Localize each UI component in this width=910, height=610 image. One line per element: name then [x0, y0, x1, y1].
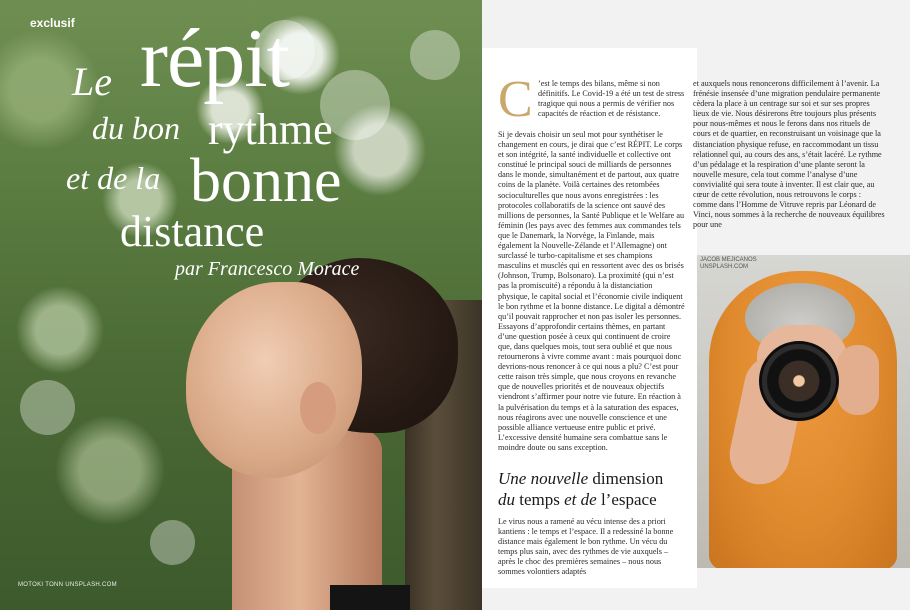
bokeh-light [150, 520, 195, 565]
woman-ear [300, 382, 336, 434]
title-word-bonne: bonne [190, 147, 342, 215]
photographer-photo [697, 255, 910, 568]
subhead-part: et de [564, 490, 597, 509]
title-word-le: Le [72, 59, 112, 104]
article-body-after-subhead: Le virus nous a ramené au vécu intense des a priori kantiens : le temps et l’espace. Il a redessiné la bonne distance mais également le bon rythme. Un vécu du temps plus sain, avec des rythmes de vie auxquels – après le choc des premières semaines – nous nous sommes volontiers adaptés [498, 517, 674, 577]
camera-lens [759, 341, 839, 421]
article-intro: ’est le temps des bilans, même si non définitifs. Le Covid-19 a été un test de stress tragique qui nous a permis de vérifier nos capacités de réaction et de résistance. [538, 79, 685, 119]
article-body-col1: Si je devais choisir un seul mot pour synthétiser le changement en cours, je dirai que c’est RÉPIT. Le corps et son intégrité, la santé individuelle et collective ont constitué le principal souci de milliards de personnes dans le monde, simultanément et de partout, aux quatre coins de la planète. Voilà certaines des retombées socioculturelles que nous avons enregistrées : les protocoles collaboratifs de la science ont sauvé des millions de personnes, la Santé Publique et le Welfare au féminin (les pays avec des femmes aux commandes tels que le Danemark, la Norvège, la Finlande, mais également la Nouvelle-Zélande et l’Allemagne) ont surclassé le turbo-capitalisme et ses champions masculins et musclés qui en ressortent avec des os brisés (Johnson, Trump, Bolsonaro). La proximité (qui n’est pas la promiscuité) a répondu à la distanciation physique, le capital social et l’économie civile indiquent le bon rythme et la bonne distance. Le digital a démontré qu’il pouvait rapprocher et non pas isoler les personnes. Essayons d’approfondir certains thèmes, en partant d’une question posée à ceux qui continuent de croire que, dans quelques mois, tout sera oublié et que nous retournerons à vivre comme avant : mais pourquoi donc devrions-nous renoncer à ce qui nous a plu? C’est pour cette raison très simple, que nous croyons en revanche que de nouvelles priorités et de nouveaux objectifs viendront s’affirmer pour notre vie future. En réaction à la pulvérisation du temps et à la saturation des espaces, nous réagirons avec une nouvelle conscience et une possible alliance vertueuse entre public et privé. L’excessive densité humaine sera combattue sans le moindre doute ou sans exception. [498, 130, 685, 452]
bokeh-light [20, 380, 75, 435]
woman-shirt [330, 585, 410, 610]
credit-line: UNSPLASH.COM [700, 264, 749, 270]
subhead-part: l’espace [600, 490, 657, 509]
title-word-rythme: rythme [208, 105, 333, 154]
photo-credit-right [700, 257, 757, 271]
section-subhead [498, 468, 688, 510]
article-title [0, 0, 482, 290]
title-word-et-de-la: et de la [66, 160, 161, 196]
title-word-du-bon: du bon [92, 110, 180, 146]
drop-cap: C [498, 71, 533, 128]
subhead-part: dimension [592, 469, 664, 488]
title-word-repit: répit [140, 12, 289, 105]
subhead-part: du [498, 490, 515, 509]
byline: par Francesco Morace [175, 258, 360, 280]
credit-line: JACOB MEJICANOS [700, 257, 757, 263]
hand [837, 345, 879, 415]
section-tag: exclusif [30, 16, 75, 30]
photo-credit: MOTOKI TONN UNSPLASH.COM [18, 582, 117, 588]
article-body-col2: et auxquels nous renoncerons difficilement à l’avenir. La frénésie insensée d’une migration pendulaire permanente cèdera la place à un centrage sur soi et sur ses propres lieux de vie. Nous désirerons être toujours plus présents pour nous-mêmes et nous le ferons dans nos rituels de cours et de quartier, en reconstruisant un voisinage que la distanciation physique refuse, en raccommodant un tissu relationnel qui, au cours des ans, s’était lacéré. Le rythme d’un pédalage et la respiration d’une plante seront la nouvelle mesure, cela tout comme l’analyse d’une convivialité qui sera toute à inventer. Il est clair que, au cœur de cette révolution, nous retrouvons le corps : comme dans l’Homme de Vitruve repris par Léonard de Vinci, nous sommes à la recherche de nouveaux équilibres pour une [693, 79, 885, 230]
title-word-distance: distance [120, 207, 265, 256]
subhead-part: temps [519, 490, 560, 509]
subhead-part: Une nouvelle [498, 469, 589, 488]
